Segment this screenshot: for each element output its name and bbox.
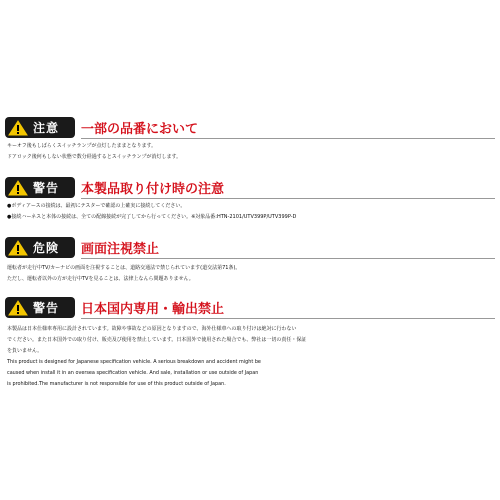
body-line: でください。また日本国外での取り付け、販売及び使用を禁止しています。日本国外で使用された場合でも、弊社は一切の責任・保証 <box>7 337 307 343</box>
section-title: 画面注視禁止 <box>81 242 160 257</box>
section-header <box>5 237 495 259</box>
section-title: 日本国内専用・輸出禁止 <box>81 302 225 317</box>
section-body <box>7 201 495 223</box>
warning-icon <box>8 180 28 196</box>
body-line: ドアロック後何もしない状態で数分経過するとスイッチランプが消灯します。 <box>7 154 182 160</box>
body-line: ●接続ハーネスと本体の接続は、全ての配線接続が完了してから行ってください。※対象品番:HTN-2101/UTV399P/UTV399P-D <box>7 214 297 220</box>
body-line: ただし、運転者以外の方が走行中TVを見ることは、法律上なんら問題ありません。 <box>7 276 194 282</box>
section-header <box>5 177 495 199</box>
notice-section-1 <box>5 117 495 160</box>
body-line: 本製品は日本仕様車専用に設計されています。故障や事故などの原因となりますので、海外仕様車への取り付けは絶対に行わない <box>7 326 297 332</box>
warning-badge <box>5 297 75 318</box>
section-title: 一部の品番において <box>81 122 199 137</box>
english-line: is prohibited.The manufacturer is not responsible for use of this product outside of Japan. <box>7 381 226 387</box>
section-body <box>7 141 495 163</box>
section-title: 本製品取り付け時の注意 <box>81 182 225 197</box>
notice-section-3 <box>5 237 495 282</box>
english-line: This product is designed for Japanese specification vehicle. A serious breakdown and accident might be <box>7 359 261 365</box>
divider <box>81 318 495 319</box>
notice-section-4 <box>5 297 495 387</box>
badge-label: 警告 <box>33 181 60 195</box>
warning-badge <box>5 177 75 198</box>
section-body <box>7 263 495 285</box>
section-body <box>7 324 495 390</box>
caution-badge <box>5 117 75 138</box>
english-line: caused when install it in an oversea specification vehicle. And sale, installation or use outside of Japan <box>7 370 259 376</box>
divider <box>81 258 495 259</box>
warning-icon <box>8 120 28 136</box>
warning-icon <box>8 240 28 256</box>
badge-label: 注意 <box>33 121 60 135</box>
divider <box>81 198 495 199</box>
badge-label: 警告 <box>33 301 60 315</box>
warning-icon <box>8 300 28 316</box>
body-line: を負いません。 <box>7 348 43 354</box>
body-line: キーオフ後もしばらくスイッチランプが点灯したままとなります。 <box>7 143 157 149</box>
body-line: ●ボディアースの接続は、最初にテスターで確認の上確実に接続してください。 <box>7 203 186 209</box>
section-header <box>5 297 495 319</box>
body-line: 運転者が走行中TV/カーナビの画面を注視することは、道路交通法で禁じられています(道交法第71条)。 <box>7 265 241 271</box>
section-header <box>5 117 495 139</box>
badge-label: 危険 <box>33 241 60 255</box>
divider <box>81 138 495 139</box>
notice-section-2 <box>5 177 495 220</box>
danger-badge <box>5 237 75 258</box>
